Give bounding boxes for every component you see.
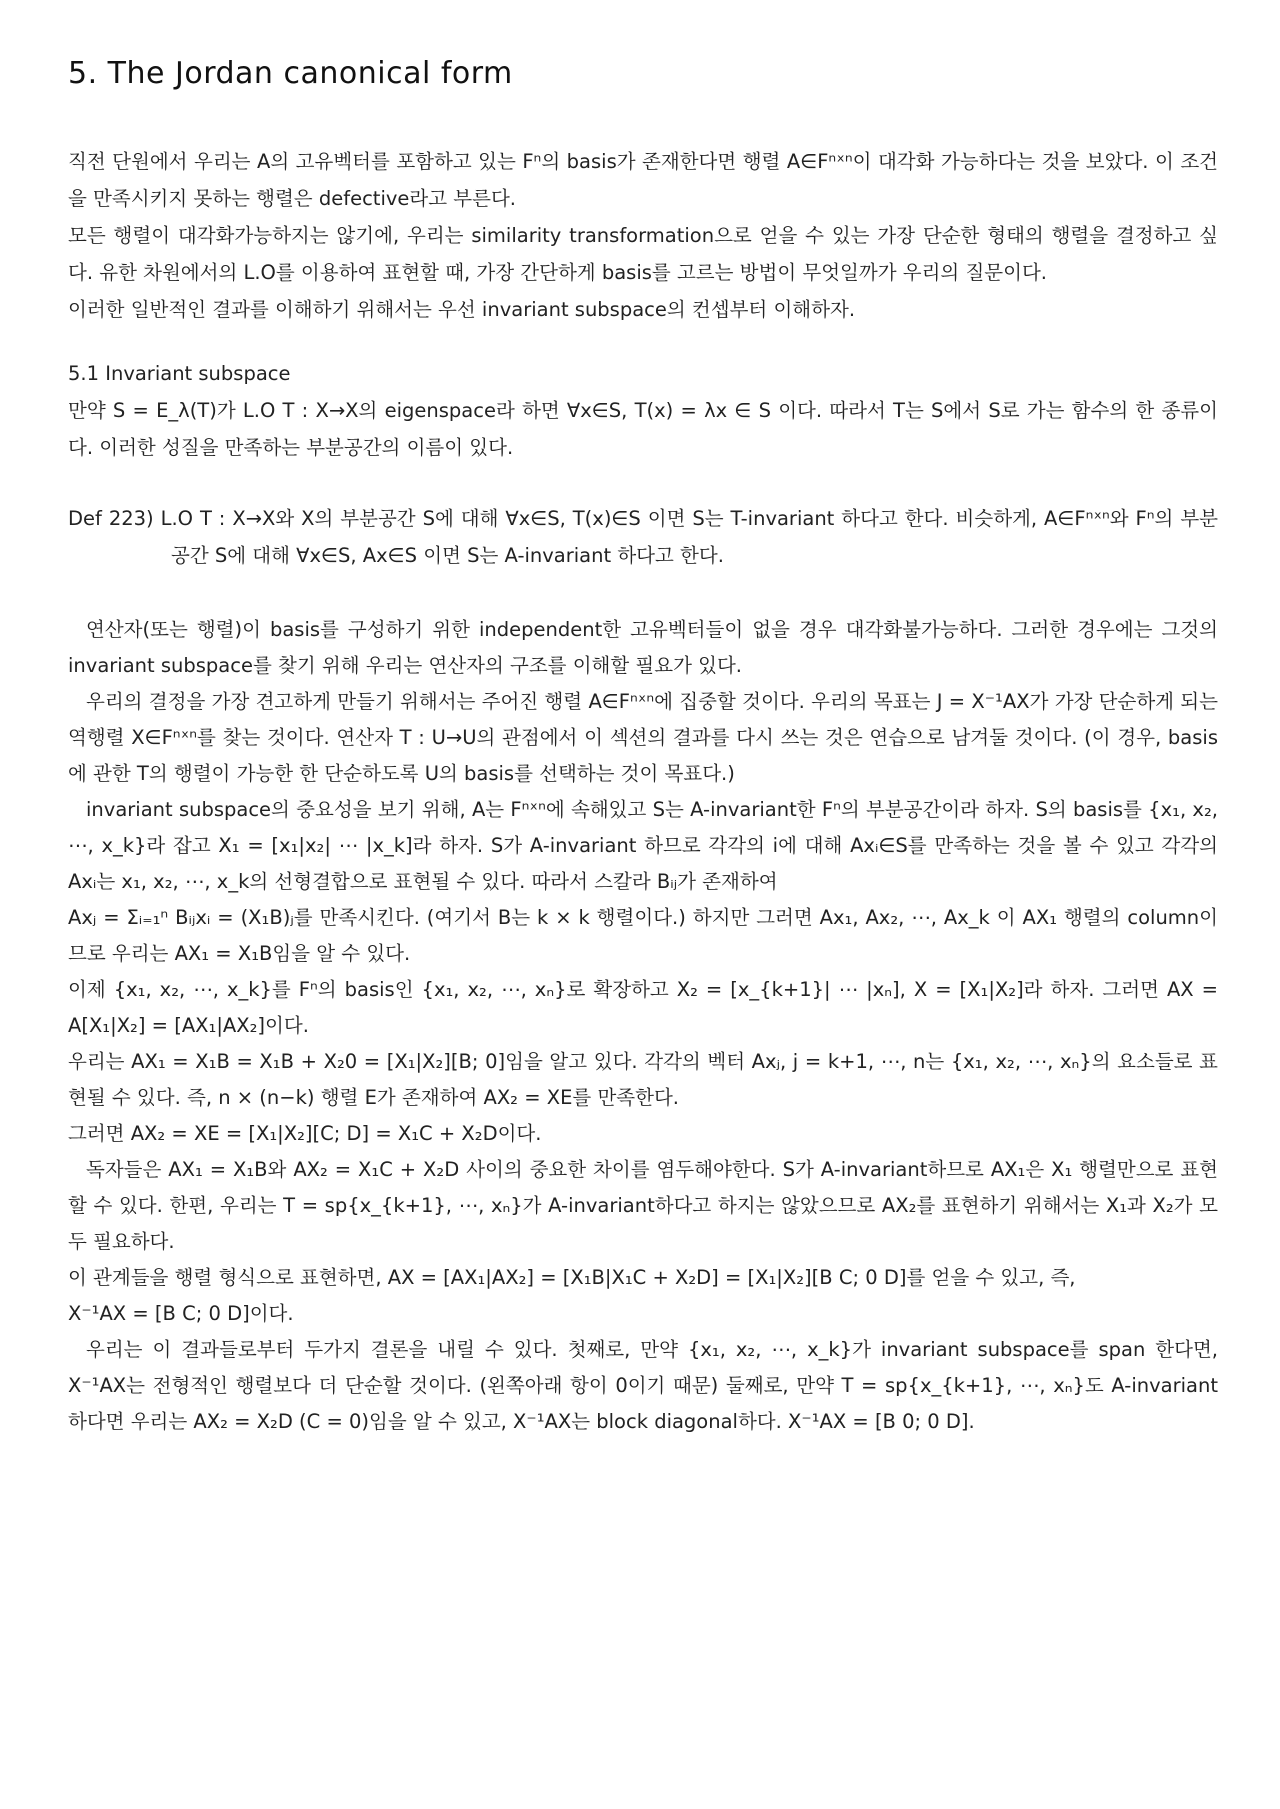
- body-paragraph: Axⱼ = Σᵢ₌₁ⁿ Bᵢⱼxᵢ = (X₁B)ⱼ를 만족시킨다. (여기서 B는 k × k 행렬이다.) 하지만 그러면 Ax₁, Ax₂, ⋯, Ax_k 이 AX₁ 행렬의 column이므로 우리는 AX₁ = X₁B임을 알 수 있다.: [68, 906, 1218, 965]
- body-paragraph: 연산자(또는 행렬)이 basis를 구성하기 위한 independent한 고유벡터들이 없을 경우 대각화불가능하다. 그러한 경우에는 그것의 invariant subspace를 찾기 위해 우리는 연산자의 구조를 이해할 필요가 있다.: [68, 618, 1218, 677]
- intro-paragraph: 직전 단원에서 우리는 A의 고유벡터를 포함하고 있는 Fⁿ의 basis가 존재한다면 행렬 A∈Fⁿˣⁿ이 대각화 가능하다는 것을 보았다. 이 조건을 만족시키지 못하는 행렬은 defective라고 부른다.: [68, 150, 1218, 210]
- body-paragraph: X⁻¹AX = [B C; 0 D]이다.: [68, 1302, 294, 1325]
- section-paragraph: 만약 S = E_λ(T)가 L.O T : X→X의 eigenspace라 하면 ∀x∈S, T(x) = λx ∈ S 이다. 따라서 T는 S에서 S로 가는 함수의 한 종류이다. 이러한 성질을 만족하는 부분공간의 이름이 있다.: [68, 399, 1218, 459]
- body-section: [68, 612, 1218, 1440]
- body-paragraph: invariant subspace의 중요성을 보기 위해, A는 Fⁿˣⁿ에 속해있고 S는 A-invariant한 Fⁿ의 부분공간이라 하자. S의 basis를 {x₁, x₂, ⋯, x_k}라 잡고 X₁ = [x₁|x₂| ⋯ |x_k]라 하자. S가 A-invariant 하므로 각각의 i에 대해 Axᵢ∈S를 만족하는 것을 볼 수 있고 각각의 Axᵢ는 x₁, x₂, ⋯, x_k의 선형결합으로 표현될 수 있다. 따라서 스칼라 Bᵢⱼ가 존재하여: [68, 798, 1218, 893]
- intro-paragraph: 이러한 일반적인 결과를 이해하기 위해서는 우선 invariant subspace의 컨셉부터 이해하자.: [68, 298, 856, 321]
- intro-section: [68, 143, 1218, 328]
- page-title: 5. The Jordan canonical form: [68, 56, 513, 91]
- definition-block: [68, 500, 1218, 574]
- body-paragraph: 이 관계들을 행렬 형식으로 표현하면, AX = [AX₁|AX₂] = [X₁B|X₁C + X₂D] = [X₁|X₂][B C; 0 D]를 얻을 수 있고, 즉,: [68, 1266, 1076, 1289]
- body-paragraph: 그러면 AX₂ = XE = [X₁|X₂][C; D] = X₁C + X₂D이다.: [68, 1122, 542, 1145]
- section-heading: 5.1 Invariant subspace: [68, 362, 291, 385]
- body-paragraph: 우리는 AX₁ = X₁B = X₁B + X₂0 = [X₁|X₂][B; 0]임을 알고 있다. 각각의 벡터 Axⱼ, j = k+1, ⋯, n는 {x₁, x₂, ⋯, xₙ}의 요소들로 표현될 수 있다. 즉, n × (n−k) 행렬 E가 존재하여 AX₂ = XE를 만족한다.: [68, 1050, 1218, 1109]
- definition-223: Def 223) L.O T : X→X와 X의 부분공간 S에 대해 ∀x∈S, T(x)∈S 이면 S는 T-invariant 하다고 한다. 비슷하게, A∈Fⁿˣⁿ와 Fⁿ의 부분공간 S에 대해 ∀x∈S, Ax∈S 이면 S는 A-invariant 하다고 한다.: [68, 507, 1218, 567]
- body-paragraph: 독자들은 AX₁ = X₁B와 AX₂ = X₁C + X₂D 사이의 중요한 차이를 염두해야한다. S가 A-invariant하므로 AX₁은 X₁ 행렬만으로 표현할 수 있다. 한편, 우리는 T = sp{x_{k+1}, ⋯, xₙ}가 A-invariant하다고 하지는 않았으므로 AX₂를 표현하기 위해서는 X₁과 X₂가 모두 필요하다.: [68, 1158, 1218, 1253]
- intro-paragraph: 모든 행렬이 대각화가능하지는 않기에, 우리는 similarity transformation으로 얻을 수 있는 가장 단순한 형태의 행렬을 결정하고 싶다. 유한 차원에서의 L.O를 이용하여 표현할 때, 가장 간단하게 basis를 고르는 방법이 무엇일까가 우리의 질문이다.: [68, 224, 1218, 284]
- body-paragraph: 우리는 이 결과들로부터 두가지 결론을 내릴 수 있다. 첫째로, 만약 {x₁, x₂, ⋯, x_k}가 invariant subspace를 span 한다면, X⁻¹AX는 전형적인 행렬보다 더 단순할 것이다. (왼쪽아래 항이 0이기 때문) 둘째로, 만약 T = sp{x_{k+1}, ⋯, xₙ}도 A-invariant 하다면 우리는 AX₂ = X₂D (C = 0)임을 알 수 있고, X⁻¹AX는 block diagonal하다. X⁻¹AX = [B 0; 0 D].: [68, 1338, 1218, 1433]
- body-paragraph: 우리의 결정을 가장 견고하게 만들기 위해서는 주어진 행렬 A∈Fⁿˣⁿ에 집중할 것이다. 우리의 목표는 J = X⁻¹AX가 가장 단순하게 되는 역행렬 X∈Fⁿˣⁿ를 찾는 것이다. 연산자 T : U→U의 관점에서 이 섹션의 결과를 다시 쓰는 것은 연습으로 남겨둘 것이다. (이 경우, basis 에 관한 T의 행렬이 가능한 한 단순하도록 U의 basis를 선택하는 것이 목표다.): [68, 690, 1218, 785]
- body-paragraph: 이제 {x₁, x₂, ⋯, x_k}를 Fⁿ의 basis인 {x₁, x₂, ⋯, xₙ}로 확장하고 X₂ = [x_{k+1}| ⋯ |xₙ], X = [X₁|X₂]라 하자. 그러면 AX = A[X₁|X₂] = [AX₁|AX₂]이다.: [68, 978, 1218, 1037]
- invariant-subspace-section: [68, 355, 1218, 466]
